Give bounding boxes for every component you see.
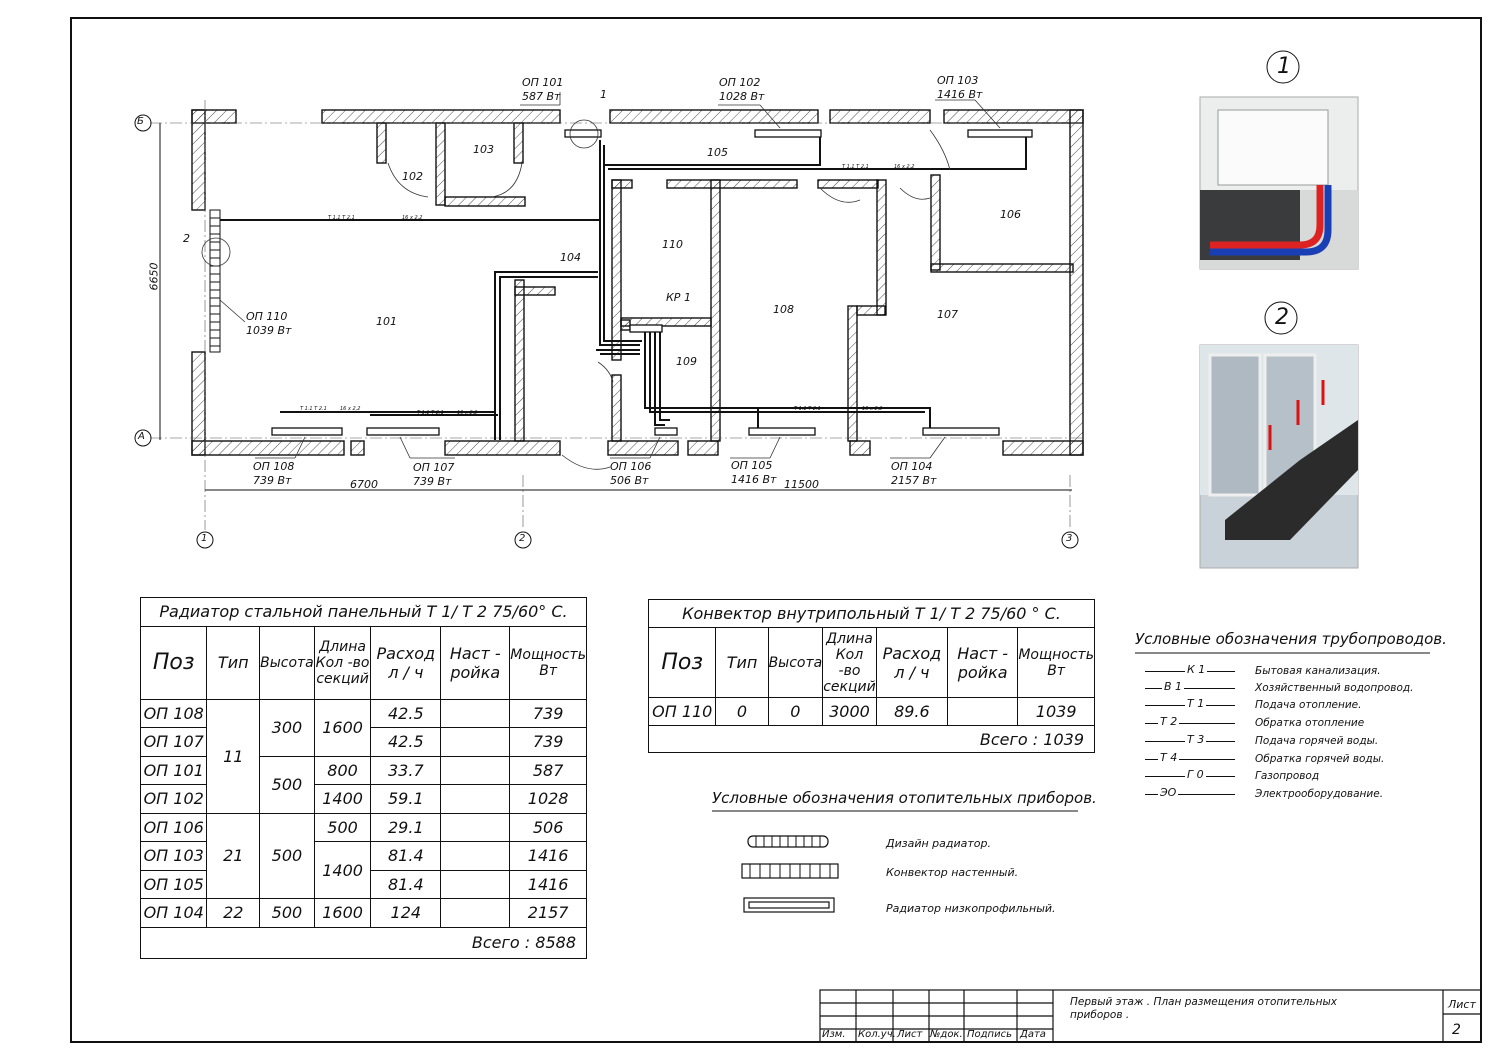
pipe-size-label: 16 х 2,2 — [340, 406, 361, 412]
cell-pos: ОП 108 — [141, 699, 207, 728]
cell-height: 500 — [260, 899, 315, 928]
col-type: Тип — [207, 626, 260, 699]
cell-flow: 89.6 — [876, 698, 947, 726]
cell-power: 1416 — [510, 842, 587, 871]
room-101: 101 — [376, 315, 397, 328]
cell-flow: 59.1 — [371, 785, 441, 814]
cell-setting — [441, 813, 510, 842]
callout-2: 2 — [183, 232, 190, 245]
cell-flow: 81.4 — [371, 870, 441, 899]
radiators — [272, 130, 1032, 435]
pipe-label: Т 1.1 Т 2.1 — [794, 406, 821, 412]
cell-flow: 124 — [371, 899, 441, 928]
cell-type: 22 — [207, 899, 260, 928]
cell-type: 11 — [207, 699, 260, 813]
cell-setting — [441, 870, 510, 899]
room-103: 103 — [473, 143, 494, 156]
device-legend-title: Условные обозначения отопительных приборов. — [712, 789, 1097, 807]
cell-pos: ОП 110 — [649, 698, 716, 726]
legend-row-t2: Т 2 Обратка отопление — [1140, 715, 1440, 732]
dim-width-2: 11500 — [784, 478, 819, 491]
cell-type: 0 — [716, 698, 768, 726]
cell-flow: 42.5 — [371, 699, 441, 728]
convector-table — [648, 599, 1095, 753]
stamp-col-list: Лист — [897, 1029, 923, 1040]
cell-height: 500 — [260, 756, 315, 813]
device-label-op104: ОП 104 2157 Вт — [891, 460, 937, 487]
pipe-label: Т 1.1 Т 2.1 — [300, 406, 327, 412]
cell-power: 739 — [510, 699, 587, 728]
cell-pos: ОП 102 — [141, 785, 207, 814]
col-pos: Поз — [141, 626, 207, 699]
cell-flow: 42.5 — [371, 728, 441, 757]
stamp-col-data: Дата — [1020, 1029, 1046, 1040]
cell-power: 1039 — [1018, 698, 1095, 726]
stamp-col-izm: Изм. — [822, 1029, 846, 1040]
device-label-op106: ОП 106 506 Вт — [610, 460, 652, 487]
legend-wall-convector: Конвектор настенный. — [886, 866, 1019, 879]
cell-length: 1400 — [314, 785, 371, 814]
col-setting: Наст - ройка — [948, 628, 1018, 698]
photo-number-1: 1 — [1277, 54, 1291, 79]
legend-row-v1: В 1 Хозяйственный водопровод. — [1140, 680, 1440, 697]
collector-label: КР 1 — [666, 291, 691, 304]
room-109: 109 — [676, 355, 697, 368]
cell-pos: ОП 106 — [141, 813, 207, 842]
axis-label-1: 1 — [201, 533, 208, 544]
cell-pos: ОП 105 — [141, 870, 207, 899]
cell-setting — [441, 699, 510, 728]
col-type: Тип — [716, 628, 768, 698]
legend-row-t3: Т 3 Подача горячей воды. — [1140, 733, 1440, 750]
cell-setting — [441, 842, 510, 871]
legend-row-t4: Т 4 Обратка горячей воды. — [1140, 751, 1440, 768]
cell-pos: ОП 107 — [141, 728, 207, 757]
cell-height: 500 — [260, 813, 315, 899]
stamp-sheet-label: Лист — [1448, 998, 1476, 1011]
dim-height: 6650 — [147, 262, 161, 291]
stamp-title: Первый этаж . План размещения отопительных приборов . — [1070, 996, 1337, 1021]
cell-length: 1600 — [314, 899, 371, 928]
photo-number-2: 2 — [1275, 305, 1289, 330]
table-row — [141, 813, 587, 842]
stamp-col-koluch: Кол.уч. — [858, 1029, 896, 1040]
pipe-label: Т 1.1 Т 2.1 — [842, 164, 869, 170]
device-label-op102: ОП 102 1028 Вт — [719, 76, 765, 103]
cell-height: 0 — [768, 698, 823, 726]
stamp-sheet-number: 2 — [1452, 1022, 1461, 1038]
photo-convector — [1200, 345, 1358, 568]
axis-label-2: 2 — [519, 533, 526, 544]
device-label-op101: ОП 101 587 Вт — [522, 76, 564, 103]
stamp-col-podpis: Подпись — [967, 1029, 1012, 1040]
design-radiator-op110 — [210, 210, 220, 352]
legend-low-radiator: Радиатор низкопрофильный. — [886, 902, 1056, 915]
cell-pos: ОП 104 — [141, 899, 207, 928]
room-107: 107 — [937, 308, 958, 321]
device-label-op108: ОП 108 739 Вт — [253, 460, 295, 487]
legend-row-g0: Г 0 Газопровод — [1140, 768, 1440, 785]
cell-length: 1400 — [314, 842, 371, 899]
pipe-size-label: 16 х 2,2 — [402, 215, 423, 221]
cell-length: 800 — [314, 756, 371, 785]
legend-row-eo: ЭО Электрооборудование. — [1140, 786, 1440, 803]
pipe-size-label: 16 х 2,2 — [862, 406, 883, 412]
cell-power: 2157 — [510, 899, 587, 928]
col-pos: Поз — [649, 628, 716, 698]
axis-label-3: 3 — [1066, 533, 1073, 544]
device-label-op105: ОП 105 1416 Вт — [731, 459, 777, 486]
device-label-op110: ОП 110 1039 Вт — [246, 310, 292, 337]
col-power: Мощность Вт — [1018, 628, 1095, 698]
cell-pos: ОП 103 — [141, 842, 207, 871]
col-flow: Расход л / ч — [876, 628, 947, 698]
callout-1: 1 — [600, 88, 607, 101]
cell-power: 506 — [510, 813, 587, 842]
col-height: Высота — [768, 628, 823, 698]
cell-setting — [441, 899, 510, 928]
table-row — [141, 699, 587, 728]
cell-length: 1600 — [314, 699, 371, 756]
cell-power: 1028 — [510, 785, 587, 814]
pipe-size-label: 16 х 2,2 — [894, 164, 915, 170]
axis-label-a: А — [138, 431, 145, 442]
room-106: 106 — [1000, 208, 1021, 221]
radiator-table — [140, 597, 587, 959]
cell-length: 3000 — [823, 698, 877, 726]
axis-label-b: Б — [137, 116, 144, 127]
cell-power: 739 — [510, 728, 587, 757]
photo-radiator — [1200, 97, 1358, 269]
convector-table-title: Конвектор внутрипольный Т 1/ Т 2 75/60 ° С. — [649, 600, 1095, 628]
col-height: Высота — [260, 626, 315, 699]
cell-type: 21 — [207, 813, 260, 899]
cell-flow: 81.4 — [371, 842, 441, 871]
stamp-col-ndok: №док. — [930, 1029, 963, 1040]
col-length: Длина Кол -во секций — [314, 626, 371, 699]
col-power: Мощность Вт — [510, 626, 587, 699]
device-label-op107: ОП 107 739 Вт — [413, 461, 455, 488]
convector-total: Всего : 1039 — [649, 726, 1095, 753]
room-102: 102 — [402, 170, 423, 183]
pipe-label: Т 1.1 Т 2.1 — [328, 215, 355, 221]
room-110: 110 — [662, 238, 683, 251]
pipe-label: Т 1.1 Т 2.1 — [417, 410, 444, 416]
legend-row-k1: К 1 Бытовая канализация. — [1140, 663, 1440, 680]
device-label-op103: ОП 103 1416 Вт — [937, 74, 983, 101]
pipe-size-label: 16 х 2,2 — [457, 410, 478, 416]
cell-setting — [441, 785, 510, 814]
cell-power: 587 — [510, 756, 587, 785]
cell-height: 300 — [260, 699, 315, 756]
legend-row-t1: Т 1 Подача отопление. — [1140, 697, 1440, 714]
room-108: 108 — [773, 303, 794, 316]
col-flow: Расход л / ч — [371, 626, 441, 699]
room-105: 105 — [707, 146, 728, 159]
legend-design-radiator: Дизайн радиатор. — [886, 837, 992, 850]
col-length: Длина Кол -во секций — [823, 628, 877, 698]
col-setting: Наст - ройка — [441, 626, 510, 699]
cell-flow: 33.7 — [371, 756, 441, 785]
cell-pos: ОП 101 — [141, 756, 207, 785]
table-row — [141, 899, 587, 928]
cell-power: 1416 — [510, 870, 587, 899]
table-row — [649, 698, 1095, 726]
room-104: 104 — [560, 251, 581, 264]
dim-width-1: 6700 — [350, 478, 378, 491]
walls — [192, 110, 1083, 455]
cell-setting — [441, 728, 510, 757]
cell-setting — [948, 698, 1018, 726]
cell-setting — [441, 756, 510, 785]
pipe-legend-title: Условные обозначения трубопроводов. — [1135, 630, 1447, 648]
cell-length: 500 — [314, 813, 371, 842]
radiator-total: Всего : 8588 — [141, 927, 587, 958]
radiator-table-title: Радиатор стальной панельный Т 1/ Т 2 75/60° С. — [141, 598, 587, 627]
cell-flow: 29.1 — [371, 813, 441, 842]
